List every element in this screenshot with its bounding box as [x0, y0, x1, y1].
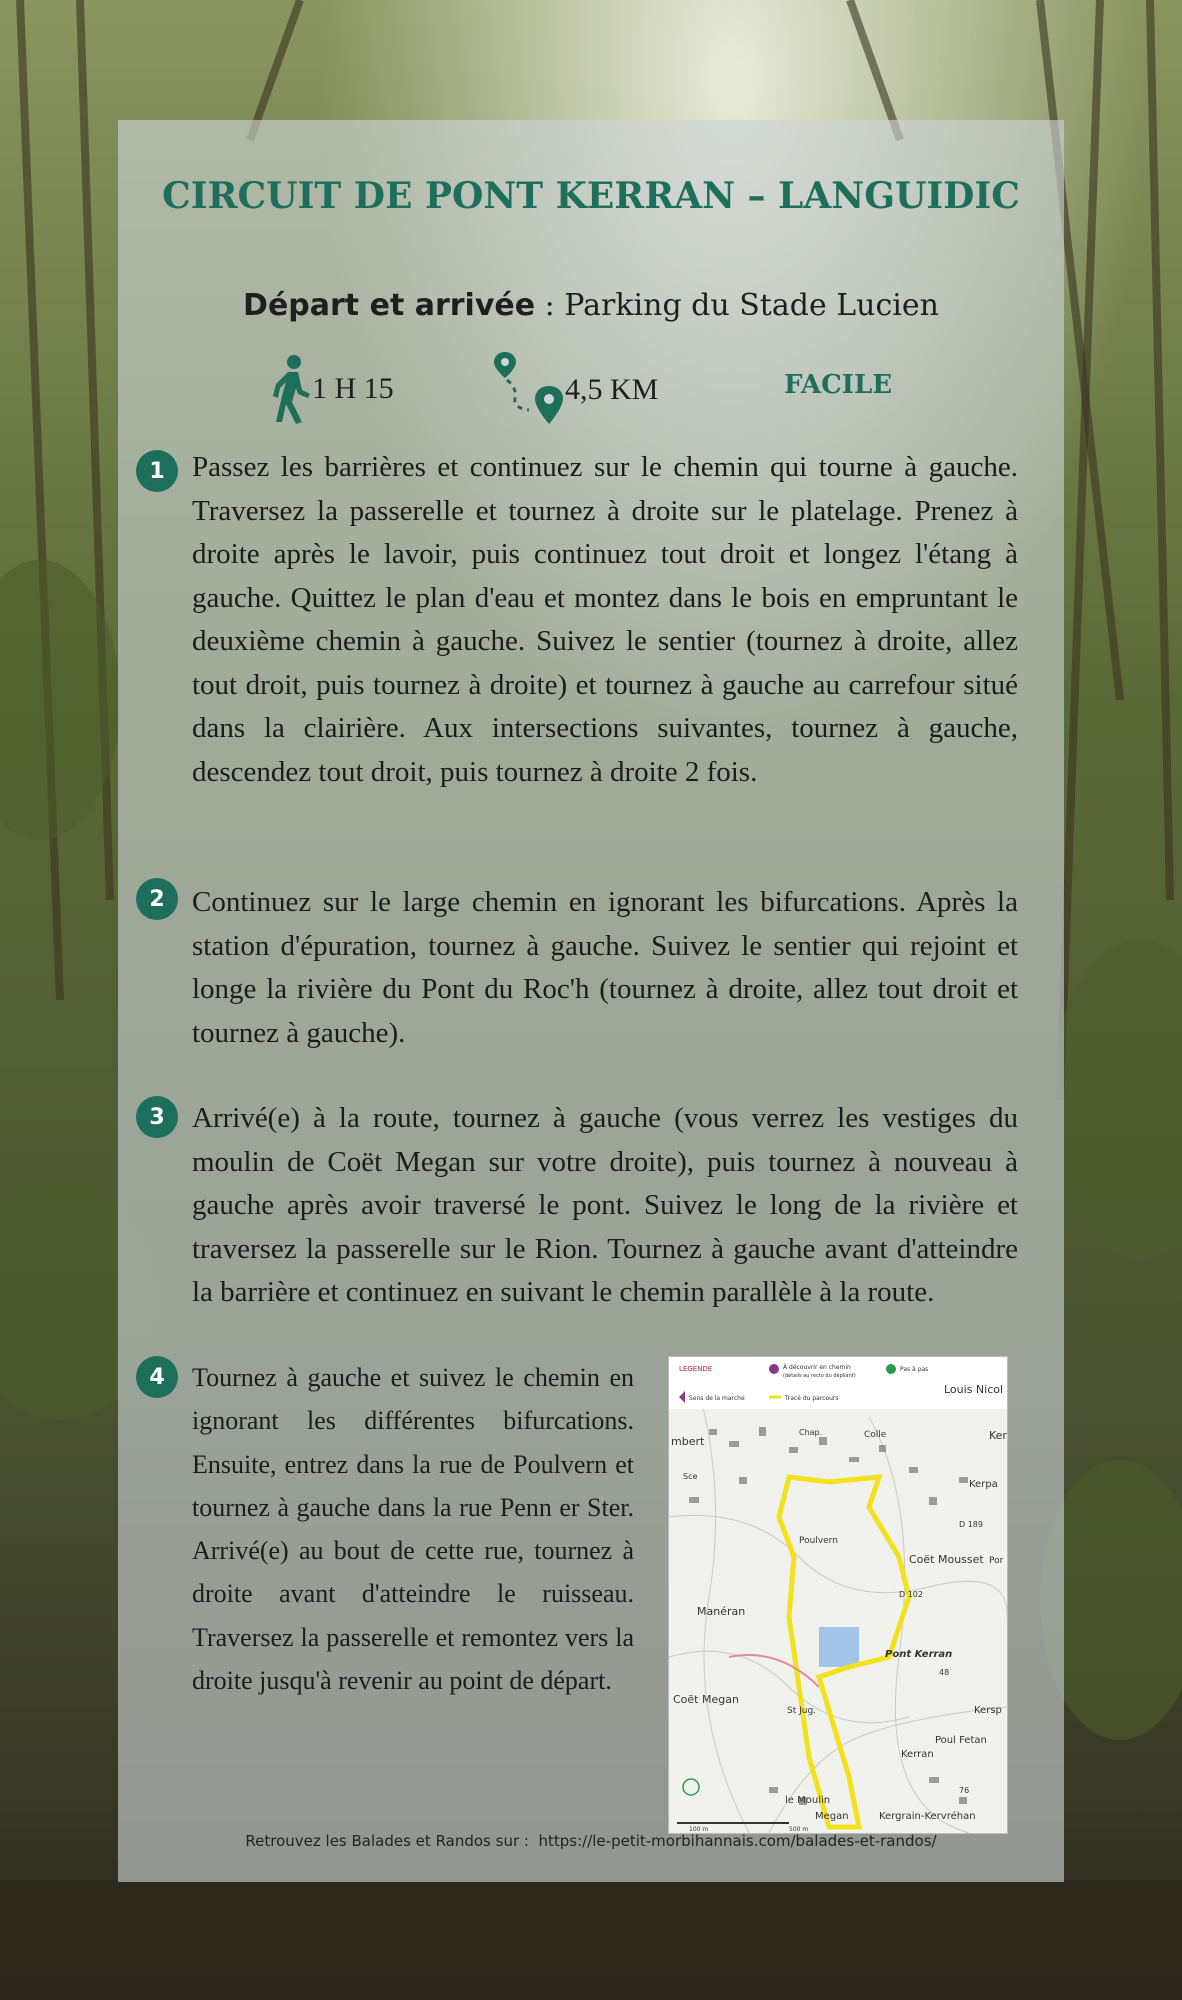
- scale-label-end: 500 m: [789, 1826, 809, 1833]
- place-label: Kerpa: [969, 1479, 998, 1490]
- legend-discover-detail: (détails au recto du dépliant): [783, 1373, 856, 1379]
- place-label: Colle: [864, 1430, 887, 1440]
- place-label: D 102: [899, 1590, 923, 1599]
- place-label: D 189: [959, 1520, 983, 1529]
- place-label: Manéran: [697, 1605, 746, 1618]
- place-label: Kersp: [974, 1705, 1002, 1716]
- place-label: Poulvern: [799, 1536, 838, 1546]
- place-label: mbert: [671, 1435, 705, 1448]
- distance-stat: [493, 350, 658, 430]
- step-number-badge: 4: [136, 1356, 178, 1398]
- footer-link[interactable]: https://le-petit-morbihannais.com/balades-et-randos/: [538, 1832, 937, 1850]
- legend-route: Tracé du parcours: [785, 1395, 839, 1402]
- place-label: 48: [939, 1668, 950, 1677]
- discover-marker-icon: [769, 1364, 779, 1374]
- step-number-badge: 1: [136, 450, 178, 492]
- difficulty-value: FACILE: [784, 370, 893, 400]
- place-label: Kergrain-Kervréhan: [879, 1811, 976, 1822]
- place-label: Coët Mousset: [909, 1553, 984, 1566]
- place-label: Ker: [989, 1429, 1007, 1442]
- page-title: CIRCUIT DE PONT KERRAN – LANGUIDIC: [162, 175, 1020, 217]
- departure-value: Parking du Stade Lucien: [564, 288, 939, 323]
- legend-title: LEGENDE: [679, 1365, 713, 1373]
- legend-discover: À découvrir en chemin: [783, 1364, 851, 1371]
- info-panel: [118, 120, 1064, 1882]
- step-text: Continuez sur le large chemin en ignorant les bifurcations. Après la station d'épuration, tournez à gauche. Suivez le sentier qui rejoint et longe la rivière du Pont du Roc'h (tournez à droite, allez tout droit et tournez à gauche).: [192, 886, 1018, 1049]
- legend-step: Pas à pas: [900, 1366, 929, 1373]
- footer: [118, 1832, 1064, 1850]
- place-label: Por: [989, 1556, 1004, 1566]
- step-number-badge: 2: [136, 878, 178, 920]
- departure-label: Départ et arrivée: [243, 288, 536, 323]
- step-text: Arrivé(e) à la route, tournez à gauche (vous verrez les vestiges du moulin de Coët Megan sur votre droite), puis tournez à nouveau à gauche après avoir traversé le pont. Suivez le long de la rivière et traversez la passerelle sur le Rion. Tournez à gauche avant d'atteindre la barrière et continuez en suivant le chemin parallèle à la route.: [192, 1102, 1018, 1308]
- step-text: Tournez à gauche et suivez le chemin en ignorant les différentes bifurcations. Ensuite, entrez dans la rue de Poulvern et tournez à gauche dans la rue Penn er Ster. Arrivé(e) au bout de cette rue, tournez à droite avant d'atteindre le ruisseau. Traversez la passerelle et remontez vers la droite jusqu'à revenir au point de départ.: [192, 1363, 634, 1696]
- walker-icon: [268, 354, 312, 424]
- place-label: Coët Megan: [673, 1693, 739, 1706]
- scale-label: 100 m: [689, 1826, 709, 1833]
- place-label: Chap.: [799, 1428, 823, 1437]
- place-label: St Jug.: [787, 1706, 817, 1716]
- departure-separator: :: [535, 288, 565, 323]
- step-number-badge: 3: [136, 1096, 178, 1138]
- route-pin-icon: [493, 350, 565, 430]
- step-text: Passez les barrières et continuez sur le chemin qui tourne à gauche. Traversez la passerelle et tournez à droite sur le platelage. Prenez à droite après le lavoir, puis continuez tout droit et longez l'étang à gauche. Quittez le plan d'eau et montez dans le bois en empruntant le deuxième chemin à gauche. Suivez le sentier (tournez à droite, allez tout droit, puis tournez à droite) et tournez à gauche au carrefour situé dans la clairière. Aux intersections suivantes, tournez à gauche, descendez tout droit, puis tournez à droite 2 fois.: [192, 451, 1018, 788]
- place-label: Pont Kerran: [885, 1649, 953, 1660]
- difficulty-stat: [784, 370, 892, 400]
- place-label: Louis Nicol: [944, 1383, 1004, 1396]
- duration-value: 1 H 15: [312, 372, 394, 405]
- stats-row: [118, 350, 1064, 440]
- duration-stat: [268, 354, 394, 424]
- place-label: 76: [959, 1786, 970, 1795]
- place-label: Kerran: [901, 1749, 934, 1760]
- distance-value: 4,5 KM: [565, 373, 659, 406]
- legend-direction: Sens de la marche: [689, 1395, 745, 1402]
- footer-text: Retrouvez les Balades et Randos sur :: [245, 1832, 529, 1850]
- place-label: le Moulin: [785, 1795, 831, 1806]
- route-map: [668, 1356, 1008, 1834]
- departure-line: [118, 288, 1064, 323]
- place-label: Megan: [815, 1811, 849, 1822]
- step-marker-icon: [886, 1364, 896, 1374]
- place-label: Poul Fetan: [935, 1735, 987, 1746]
- place-label: Sce: [683, 1472, 698, 1481]
